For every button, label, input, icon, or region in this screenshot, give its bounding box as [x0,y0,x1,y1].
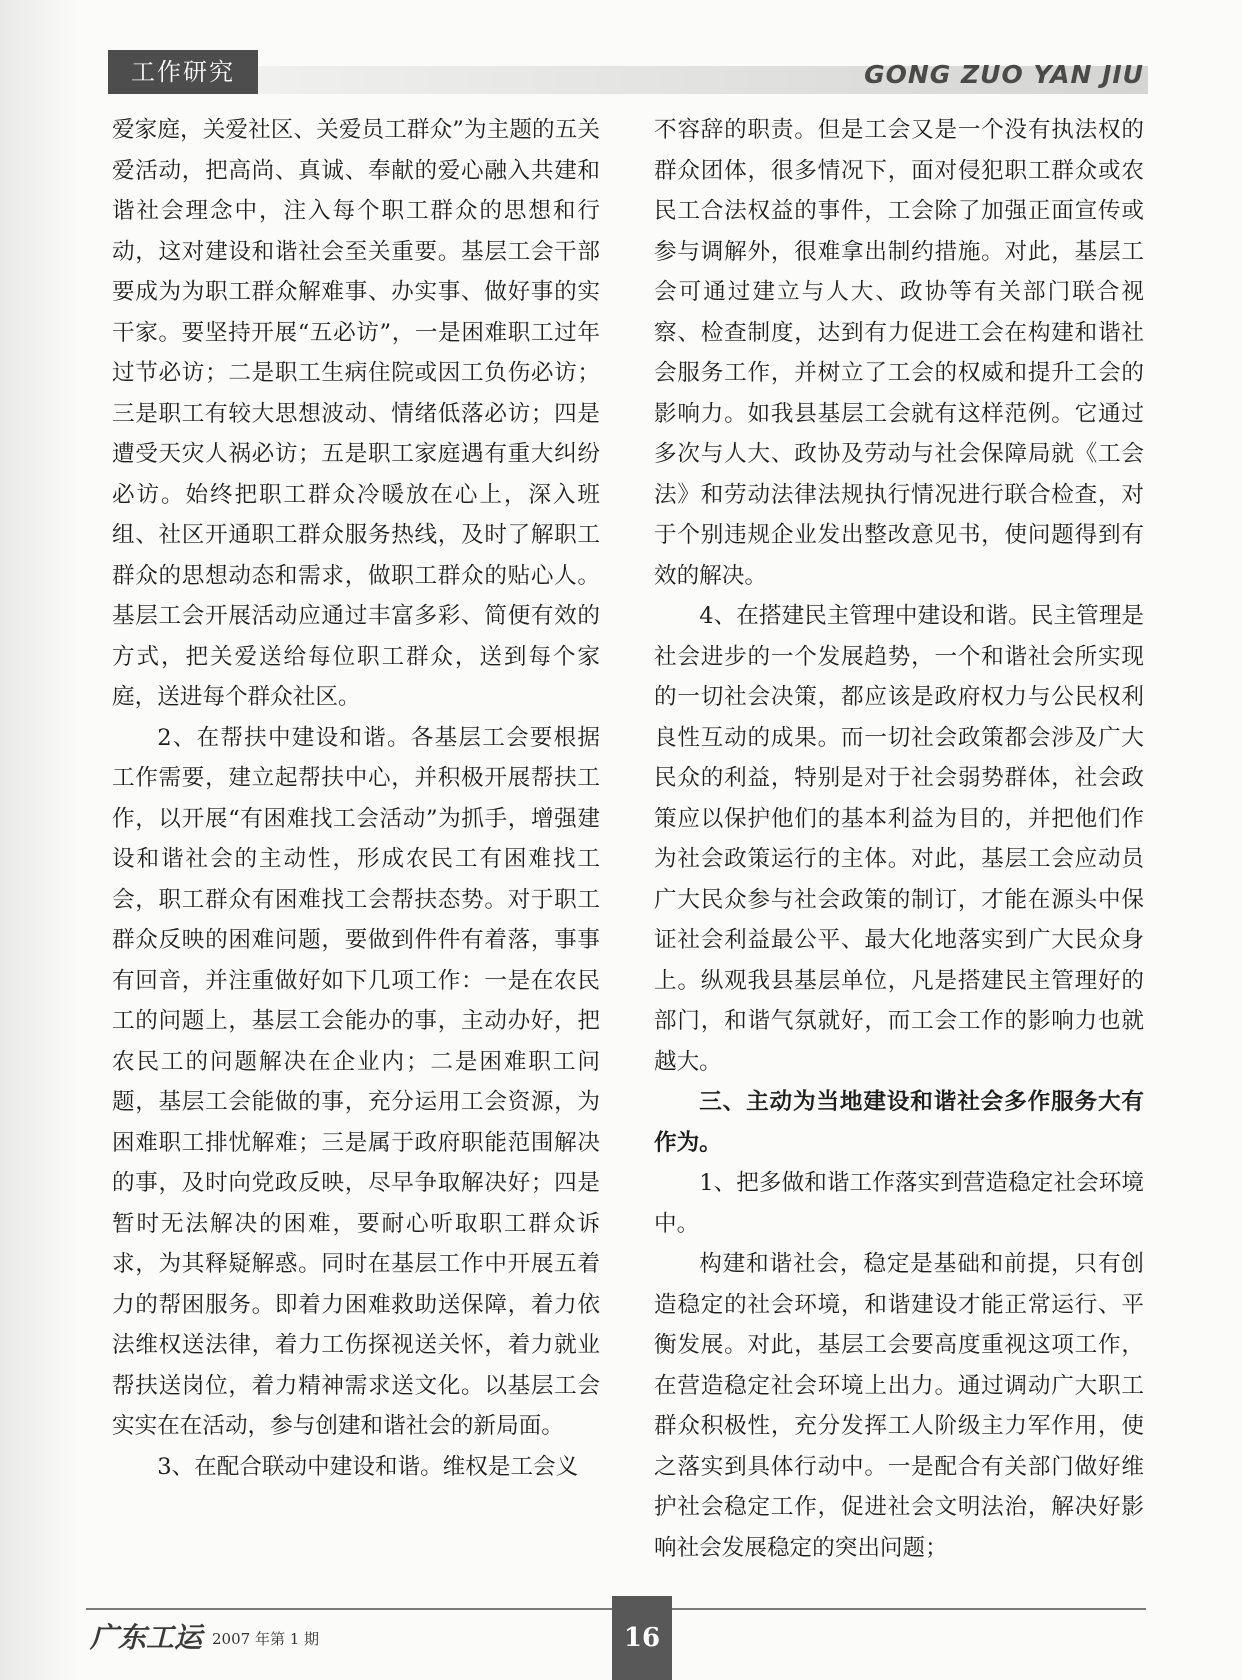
scan-shadow [0,0,80,1680]
paragraph: 4、在搭建民主管理中建设和谐。民主管理是社会进步的一个发展趋势，一个和谐社会所实现的一切社会决策，都应该是政府权力与公民权利良性互动的成果。而一切社会政策都会涉及广大民众的利益，特别是对于社会弱势群体，社会政策应以保护他们的基本利益为目的，并把他们作为社会政策运行的主体。对此，基层工会应动员广大民众参与社会政策的制订，才能在源头中保证社会利益最公平、最大化地落实到广大民众身上。纵观我县基层单位，凡是搭建民主管理好的部门，和谐气氛就好，而工会工作的影响力也就越大。 [654,603,1144,1075]
left-column [112,110,600,1487]
issue-label: 2007 年第 1 期 [212,1630,320,1648]
right-column [654,110,1144,1568]
paragraph: 不容辞的职责。但是工会又是一个没有执法权的群众团体，很多情况下，面对侵犯职工群众或农民工合法权益的事件，工会除了加强正面宣传或参与调解外，很难拿出制约措施。对此，基层工会可通过建立与人大、政协等有关部门联合视察、检查制度，达到有力促进工会在构建和谐社会服务工作，并树立了工会的权威和提升工会的影响力。如我县基层工会就有这样范例。它通过多次与人大、政协及劳动与社会保障局就《工会法》和劳动法律法规执行情况进行联合检查，对于个别违规企业发出整改意见书，使问题得到有效的解决。 [654,117,1144,589]
section-tab: 工作研究 [108,50,258,94]
paragraph: 3、在配合联动中建设和谐。维权是工会义 [157,1453,579,1480]
journal-logo: 广东工运 [90,1621,203,1654]
section-title-pinyin: GONG ZUO YAN JIU [864,60,1144,89]
page-number: 16 [612,1596,672,1680]
paragraph: 爱家庭，关爱社区、关爱员工群众”为主题的五关爱活动，把高尚、真诚、奉献的爱心融入共建和谐社会理念中，注入每个职工群众的思想和行动，这对建设和谐社会至关重要。基层工会干部要成为为职工群众解难事、办实事、做好事的实干家。要坚持开展“五必访”，一是困难职工过年过节必访；二是职工生病住院或因工负伤必访；三是职工有较大思想波动、情绪低落必访；四是遭受天灾人祸必访；五是职工家庭遇有重大纠纷必访。始终把职工群众冷暖放在心上，深入班组、社区开通职工群众服务热线，及时了解职工群众的思想动态和需求，做职工群众的贴心人。基层工会开展活动应通过丰富多彩、简便有效的方式，把关爱送给每位职工群众，送到每个家庭，送进每个群众社区。 [112,117,600,710]
paragraph: 2、在帮扶中建设和谐。各基层工会要根据工作需要，建立起帮扶中心，并积极开展帮扶工作，以开展“有困难找工会活动”为抓手，增强建设和谐社会的主动性，形成农民工有困难找工会，职工群众有困难找工会帮扶态势。对于职工群众反映的困难问题，要做到件件有着落，事事有回音，并注重做好如下几项工作：一是在农民工的问题上，基层工会能办的事，主动办好，把农民工的问题解决在企业内；二是困难职工问题，基层工会能做的事，充分运用工会资源，为困难职工排忧解难；三是属于政府职能范围解决的事，及时向党政反映，尽早争取解决好；四是暂时无法解决的困难，要耐心听取职工群众诉求，为其释疑解惑。同时在基层工作中开展五着力的帮困服务。即着力困难救助送保障，着力依法维权送法律，着力工伤探视送关怀，着力就业帮扶送岗位，着力精神需求送文化。以基层工会实实在在活动，参与创建和谐社会的新局面。 [112,724,600,1439]
subsection-heading: 1、把多做和谐工作落实到营造稳定社会环境中。 [654,1170,1144,1237]
paragraph: 构建和谐社会，稳定是基础和前提，只有创造稳定的社会环境，和谐建设才能正常运行、平衡发展。对此，基层工会要高度重视这项工作，在营造稳定社会环境上出力。通过调动广大职工群众积极性，充分发挥工人阶级主力军作用，使之落实到具体行动中。一是配合有关部门做好维护社会稳定工作，促进社会文明法治，解决好影响社会发展稳定的突出问题； [654,1251,1144,1561]
section-heading: 三、主动为当地建设和谐社会多作服务大有作为。 [654,1089,1144,1156]
